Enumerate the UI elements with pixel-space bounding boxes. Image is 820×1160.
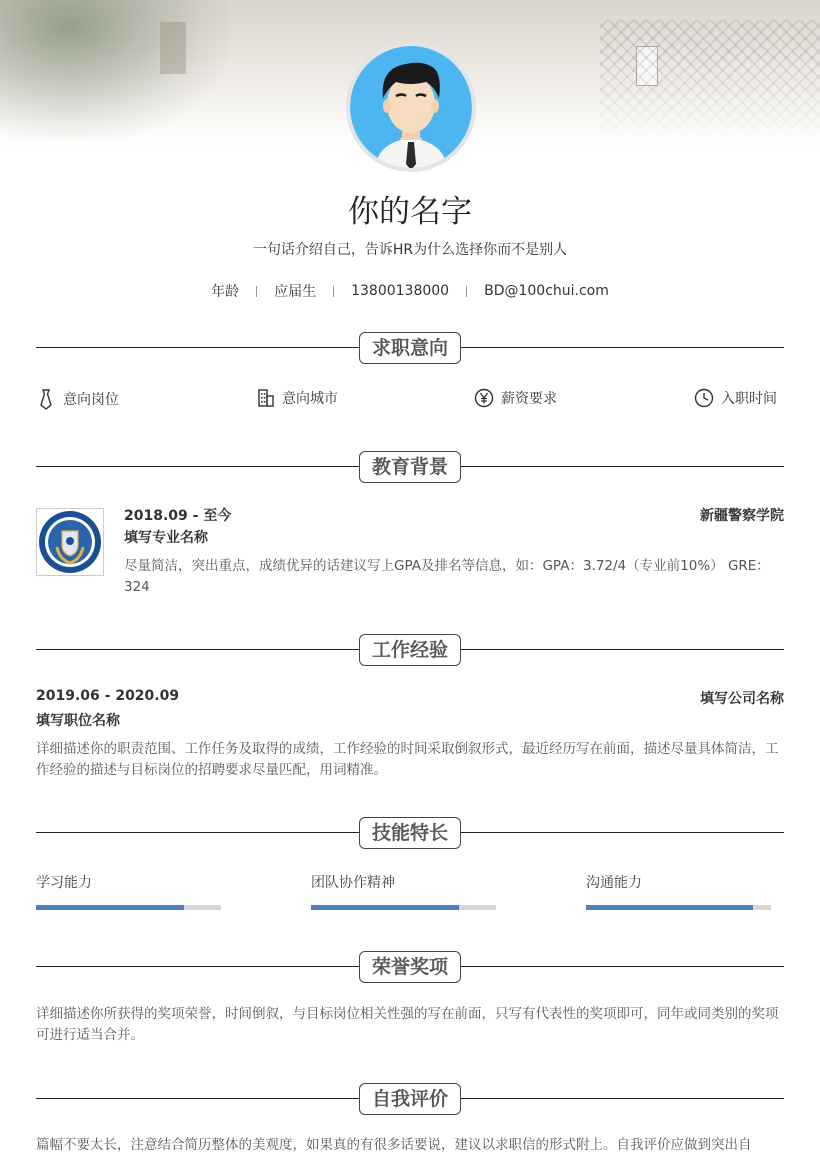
section-title: 工作经验: [359, 634, 461, 666]
skill-item: [36, 872, 221, 910]
clock-icon: [694, 388, 714, 408]
intent-label: 意向岗位: [63, 392, 119, 408]
skill-bar-fill: [311, 905, 459, 910]
section-header-skills: [36, 817, 784, 849]
building-icon: [257, 388, 275, 408]
section-header-honors: [36, 951, 784, 983]
section-title: 自我评价: [359, 1083, 461, 1115]
education-date: 2018.09 - 至今: [124, 508, 232, 524]
school-emblem-icon: [37, 509, 103, 575]
work-date: 2019.06 - 2020.09: [36, 688, 180, 704]
position-name: 填写职位名称: [36, 713, 120, 729]
section-header-self: [36, 1083, 784, 1115]
skill-bar-fill: [586, 905, 753, 910]
intent-label: 入职时间: [721, 391, 777, 407]
school-name: 新疆警察学院: [700, 508, 784, 524]
major-name: 填写专业名称: [124, 530, 208, 546]
section-header-work: [36, 634, 784, 666]
tagline: 一句话介绍自己，告诉HR为什么选择你而不是别人: [252, 242, 568, 258]
banner-fence: [600, 20, 820, 140]
skill-bar-track: [311, 905, 496, 910]
school-logo: [36, 508, 104, 576]
self-evaluation-description: 篇幅不要太长，注意结合简历整体的美观度，如果真的有很多话要说，建议以求职信的形式附上。自我评价应做到突出自: [36, 1137, 752, 1153]
yen-icon: [474, 388, 494, 408]
skill-name: 学习能力: [36, 875, 92, 891]
skill-name: 沟通能力: [586, 875, 642, 891]
banner-sign: [160, 22, 186, 74]
intent-city: [257, 388, 338, 408]
separator: [256, 286, 257, 297]
skill-bar-track: [36, 905, 221, 910]
contact-email[interactable]: BD@100chui.com: [484, 283, 609, 299]
section-title: 教育背景: [359, 451, 461, 483]
contact-age: 年龄: [211, 284, 240, 300]
skill-item: [311, 872, 496, 910]
skill-name: 团队协作精神: [311, 875, 395, 891]
contact-row: [0, 281, 820, 301]
intent-start-date: [694, 388, 777, 408]
section-header-intent: [36, 332, 784, 364]
skill-bar-fill: [36, 905, 184, 910]
section-title: 荣誉奖项: [359, 951, 461, 983]
intent-position: [36, 388, 119, 410]
skill-bar-track: [586, 905, 771, 910]
skill-item: [586, 872, 771, 910]
work-description: 详细描述你的职责范围、工作任务及取得的成绩，工作经验的时间采取倒叙形式，最近经历写在前面，描述尽量具体简洁，工作经验的描述与目标岗位的招聘要求尽量匹配，用词精准。: [36, 741, 779, 778]
intent-salary: [474, 388, 557, 408]
section-title: 求职意向: [359, 332, 461, 364]
intent-label: 薪资要求: [501, 391, 557, 407]
candidate-name: 你的名字: [348, 194, 472, 230]
contact-status: 应届生: [274, 284, 317, 300]
contact-phone[interactable]: 13800138000: [351, 283, 450, 299]
section-header-education: [36, 451, 784, 483]
company-name: 填写公司名称: [700, 691, 784, 707]
education-description: 尽量简洁，突出重点，成绩优异的话建议写上GPA及排名等信息，如：GPA：3.72/4（专业前10%） GRE：324: [124, 558, 770, 595]
avatar-icon: [350, 46, 472, 168]
tie-icon: [36, 388, 56, 410]
banner-tree: [0, 0, 230, 140]
section-title: 技能特长: [359, 817, 461, 849]
separator: [466, 286, 467, 297]
honors-description: 详细描述你所获得的奖项荣誉，时间倒叙，与目标岗位相关性强的写在前面，只写有代表性的奖项即可，同年或同类别的奖项可进行适当合并。: [36, 1006, 779, 1043]
intent-label: 意向城市: [282, 391, 338, 407]
separator: [333, 286, 334, 297]
avatar[interactable]: [346, 42, 476, 172]
